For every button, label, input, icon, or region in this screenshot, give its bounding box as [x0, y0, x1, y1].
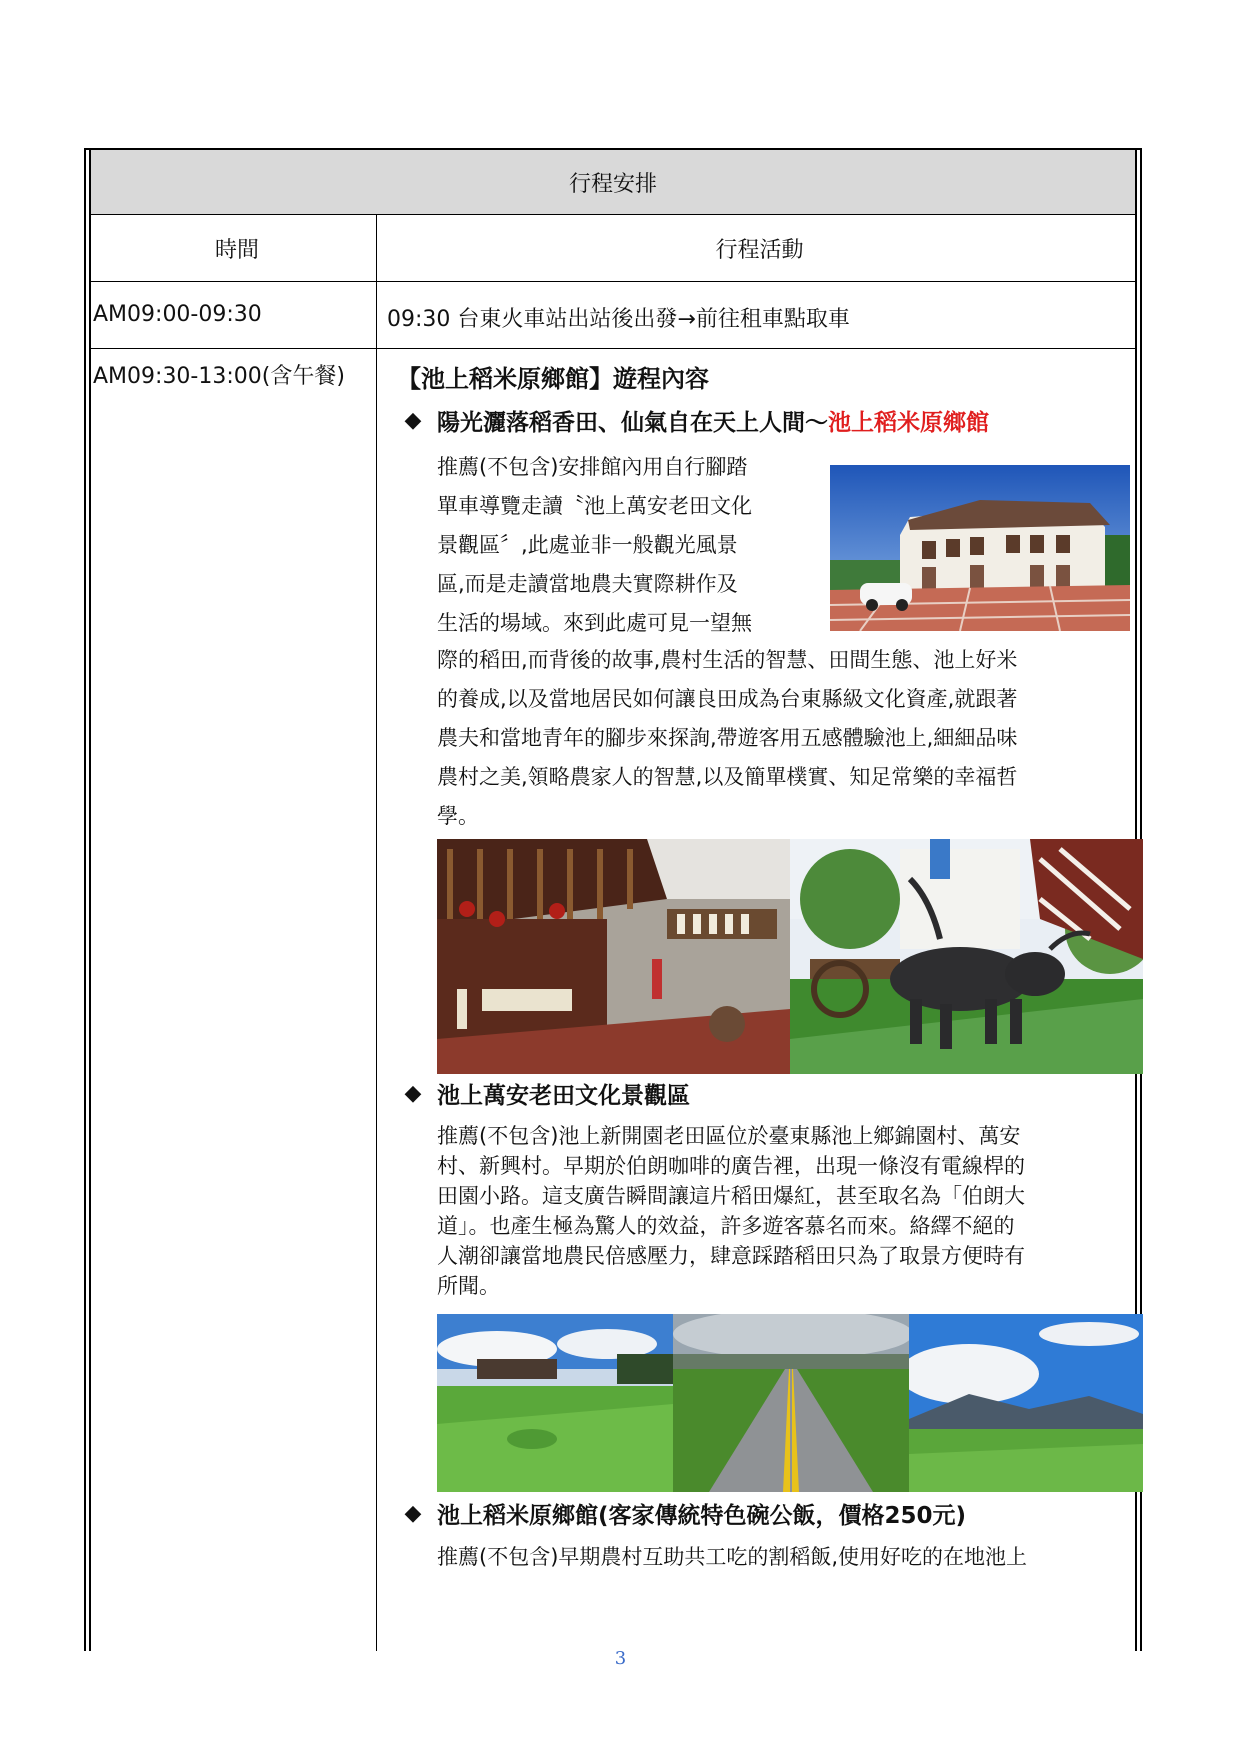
text-line: 際的稻田,而背後的故事,農村生活的智慧、田間生態、池上好米: [437, 648, 1018, 672]
text-line: 推薦(不包含)安排館內用自行腳踏: [437, 455, 748, 479]
column-header-activity: 行程活動: [715, 237, 804, 263]
text-line: 區,而是走讀當地農夫實際耕作及: [437, 572, 738, 596]
text-line: 人潮卻讓當地農民倍感壓力，肆意踩踏稻田只為了取景方便時有: [437, 1244, 1025, 1268]
mountain-field-photo: [909, 1314, 1143, 1492]
text-line: 所聞。: [437, 1274, 500, 1298]
page-number: 3: [614, 1648, 627, 1669]
text-line: 村、新興村。早期於伯朗咖啡的廣告裡，出現一條沒有電線桿的: [437, 1154, 1025, 1178]
paragraph-2: [437, 1121, 1127, 1301]
rice-field-photo: [437, 1314, 673, 1492]
water-buffalo-cart-photo: [790, 839, 1143, 1074]
diamond-bullet-icon: ◆: [404, 1081, 422, 1106]
row-time: AM09:30-13:00(含午餐): [93, 364, 345, 389]
row-activity: 09:30 台東火車站出站後出發→前往租車點取車: [387, 307, 850, 332]
row-time: AM09:00-09:30: [93, 302, 262, 327]
text-line: 道」。也產生極為驚人的效益，許多遊客慕名而來。絡繹不絕的: [437, 1214, 1015, 1238]
text-line: 景觀區〞,此處並非一般觀光風景: [437, 533, 738, 557]
text-line: 單車導覽走讀〝池上萬安老田文化: [437, 494, 752, 518]
paragraph-1: [437, 448, 787, 643]
text-line: 農夫和當地青年的腳步來探詢,帶遊客用五感體驗池上,細細品味: [437, 726, 1018, 750]
column-header-time: 時間: [214, 237, 259, 263]
activity-content: [389, 349, 1127, 1651]
section-heading: 【池上稻米原鄉館】遊程內容: [397, 365, 709, 393]
table-title: 行程安排: [568, 171, 657, 197]
museum-building-photo: [830, 465, 1130, 631]
column-header-row: [91, 215, 1135, 282]
paragraph-1-continued: [437, 641, 1127, 836]
bullet-heading-2: [389, 1077, 690, 1110]
table-row: [91, 282, 1135, 349]
bullet-heading-3: [389, 1497, 966, 1530]
bullet-label: 池上稻米原鄉館(客家傳統特色碗公飯，價格250元): [437, 1503, 967, 1529]
text-line: 學。: [437, 804, 479, 828]
text-line: 田園小路。這支廣告瞬間讓這片稻田爆紅，甚至取名為「伯朗大: [437, 1184, 1025, 1208]
text-line: 推薦(不包含)池上新開園老田區位於臺東縣池上鄉錦園村、萬安: [437, 1124, 1021, 1148]
text-line: 推薦(不包含)早期農村互助共工吃的割稻飯,使用好吃的在地池上: [437, 1545, 1028, 1569]
table-title-row: [91, 150, 1135, 215]
itinerary-table: [84, 148, 1142, 1651]
brown-avenue-road-photo: [673, 1314, 909, 1492]
paragraph-3: [437, 1542, 1127, 1572]
museum-interior-photo: [437, 839, 790, 1074]
text-line: 農村之美,領略農家人的智慧,以及簡單樸實、知足常樂的幸福哲: [437, 765, 1018, 789]
bullet-label: 池上萬安老田文化景觀區: [437, 1083, 690, 1109]
bullet-label: 陽光灑落稻香田、仙氣自在天上人間～: [437, 410, 828, 436]
bullet-heading-1: [389, 404, 989, 437]
diamond-bullet-icon: ◆: [404, 408, 422, 433]
text-line: 的養成,以及當地居民如何讓良田成為台東縣級文化資產,就跟著: [437, 687, 1018, 711]
bullet-highlight: 池上稻米原鄉館: [828, 410, 989, 436]
text-line: 生活的場域。來到此處可見一望無: [437, 611, 752, 635]
diamond-bullet-icon: ◆: [404, 1501, 422, 1526]
table-row: [91, 349, 1135, 1651]
table-border-left: [84, 148, 86, 1651]
